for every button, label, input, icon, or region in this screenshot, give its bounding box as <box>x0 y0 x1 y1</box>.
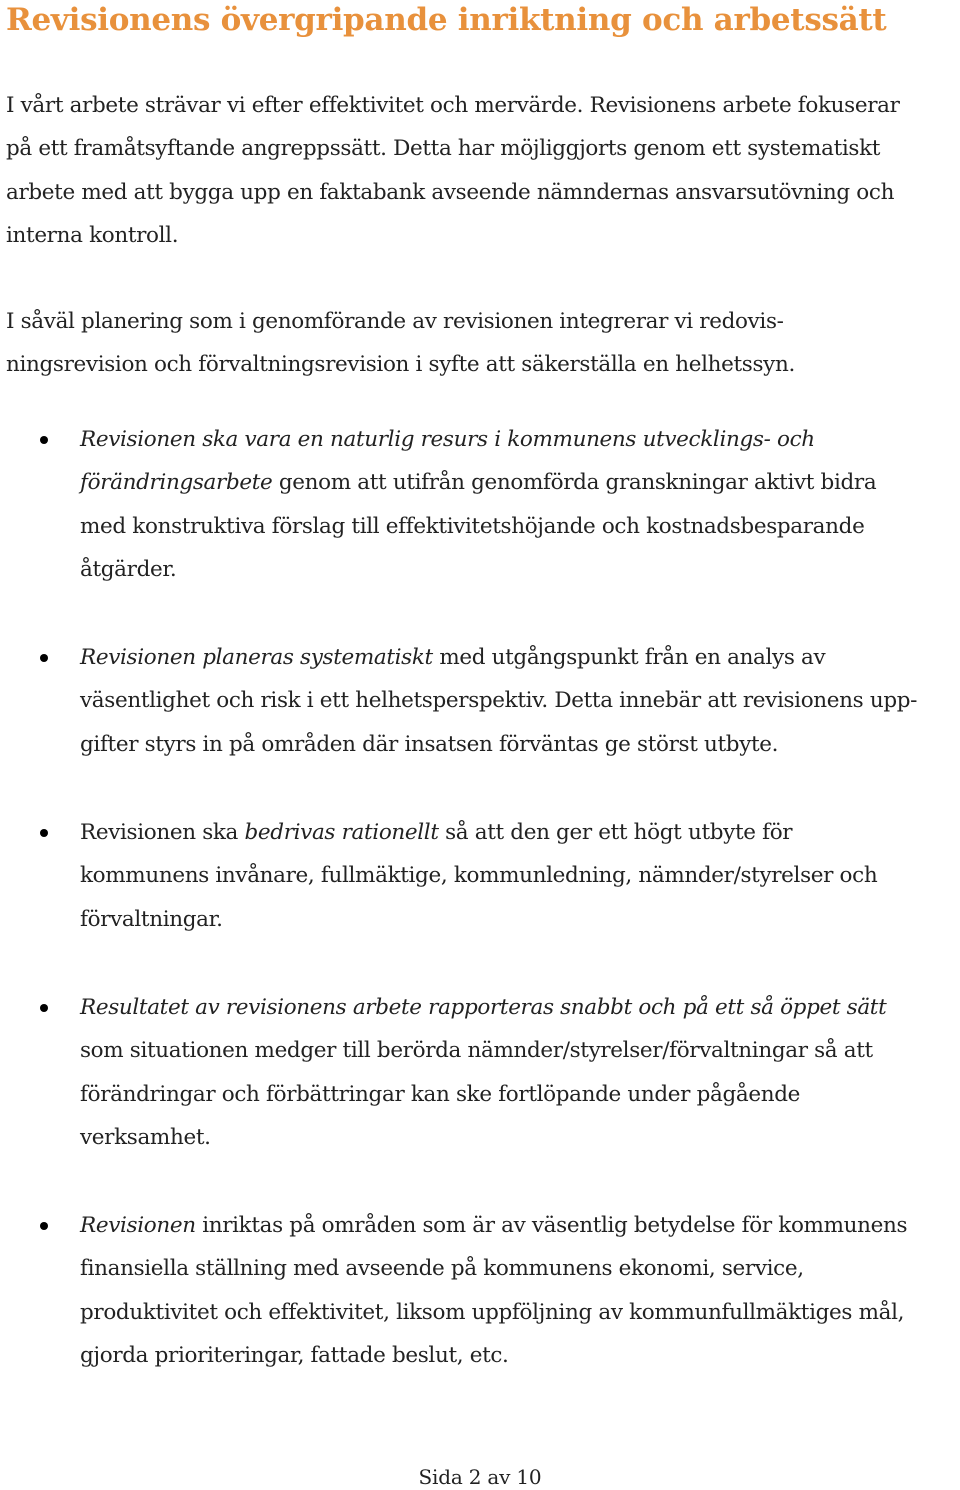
section-heading: Revisionens övergripande inriktning och arbetssätt <box>6 2 887 38</box>
bullet-line: produktivitet och effektivitet, liksom uppföljning av kommunfullmäktiges mål, <box>80 1299 905 1325</box>
italic-emphasis: bedrivas rationellt <box>244 820 439 845</box>
bullet-line: åtgärder. <box>80 556 177 582</box>
bullet-line <box>80 986 958 1029</box>
bullet-icon <box>40 436 48 444</box>
bullet-icon <box>40 1004 48 1012</box>
italic-emphasis: Resultatet av revisionens arbete rapporteras snabbt och på ett så öppet sätt <box>80 995 887 1020</box>
bullet-line-text: genom att utifrån genomförda granskningar aktivt bidra <box>272 470 877 496</box>
bullet-icon <box>40 654 48 662</box>
bullet-text <box>80 811 958 941</box>
bullet-line-text: med utgångspunkt från en analys av <box>432 645 826 670</box>
italic-emphasis: Revisionen planeras systematiskt <box>80 645 433 670</box>
bullet-line: förändringar och förbättringar kan ske fortlöpande under pågående <box>80 1081 800 1107</box>
bullet-line: verksamhet. <box>80 1124 211 1150</box>
bullet-text <box>80 1204 958 1377</box>
intro-paragraph <box>6 84 956 257</box>
paragraph-line: I vårt arbete strävar vi efter effektivitet och mervärde. Revisionens arbete fokuserar <box>6 93 900 118</box>
bullet-line-text: Revisionen ska <box>80 820 245 845</box>
bullet-text <box>80 986 958 1159</box>
bullet-line <box>80 811 958 854</box>
bullet-line: som situationen medger till berörda nämnder/styrelser/förvaltningar så att <box>80 1038 873 1064</box>
italic-emphasis: Revisionen <box>80 1213 196 1238</box>
paragraph-line: ningsrevision och förvaltningsrevision i syfte att säkerställa en helhetssyn. <box>6 352 795 378</box>
paragraph-line: I såväl planering som i genomförande av revisionen integrerar vi redovis- <box>6 309 784 334</box>
italic-emphasis: Revisionen ska vara en naturlig resurs i kommunens utvecklings- och <box>80 427 815 452</box>
bullet-line-text: inriktas på områden som är av väsentlig betydelse för kommunens <box>195 1213 908 1238</box>
bullet-line: gjorda prioriteringar, fattade beslut, etc. <box>80 1342 509 1368</box>
planning-paragraph <box>6 300 956 387</box>
bullet-icon <box>40 1222 48 1230</box>
bullet-line: kommunens invånare, fullmäktige, kommunledning, nämnder/styrelser och <box>80 863 878 889</box>
bullet-line-text: så att den ger ett högt utbyte för <box>438 820 793 845</box>
paragraph-line: interna kontroll. <box>6 222 179 248</box>
bullet-text <box>80 636 958 766</box>
italic-emphasis: förändringsarbete <box>80 470 273 496</box>
bullet-text <box>80 418 958 591</box>
bullet-line <box>80 418 958 461</box>
bullet-line <box>80 1204 958 1247</box>
paragraph-line: arbete med att bygga upp en faktabank avseende nämndernas ansvarsutövning och <box>6 179 895 205</box>
bullet-icon <box>40 829 48 837</box>
bullet-line: förvaltningar. <box>80 906 223 932</box>
paragraph-line: på ett framåtsyftande angreppssätt. Detta har möjliggjorts genom ett systematiskt <box>6 136 881 162</box>
bullet-line <box>80 461 958 504</box>
bullet-line: med konstruktiva förslag till effektivitetshöjande och kostnadsbesparande <box>80 513 865 539</box>
bullet-line: finansiella ställning med avseende på kommunens ekonomi, service, <box>80 1256 804 1282</box>
bullet-line <box>80 636 958 679</box>
page-number: Sida 2 av 10 <box>418 1465 542 1489</box>
bullet-line: väsentlighet och risk i ett helhetsperspektiv. Detta innebär att revisionens upp- <box>80 688 918 714</box>
bullet-line: gifter styrs in på områden där insatsen förväntas ge störst utbyte. <box>80 731 779 757</box>
